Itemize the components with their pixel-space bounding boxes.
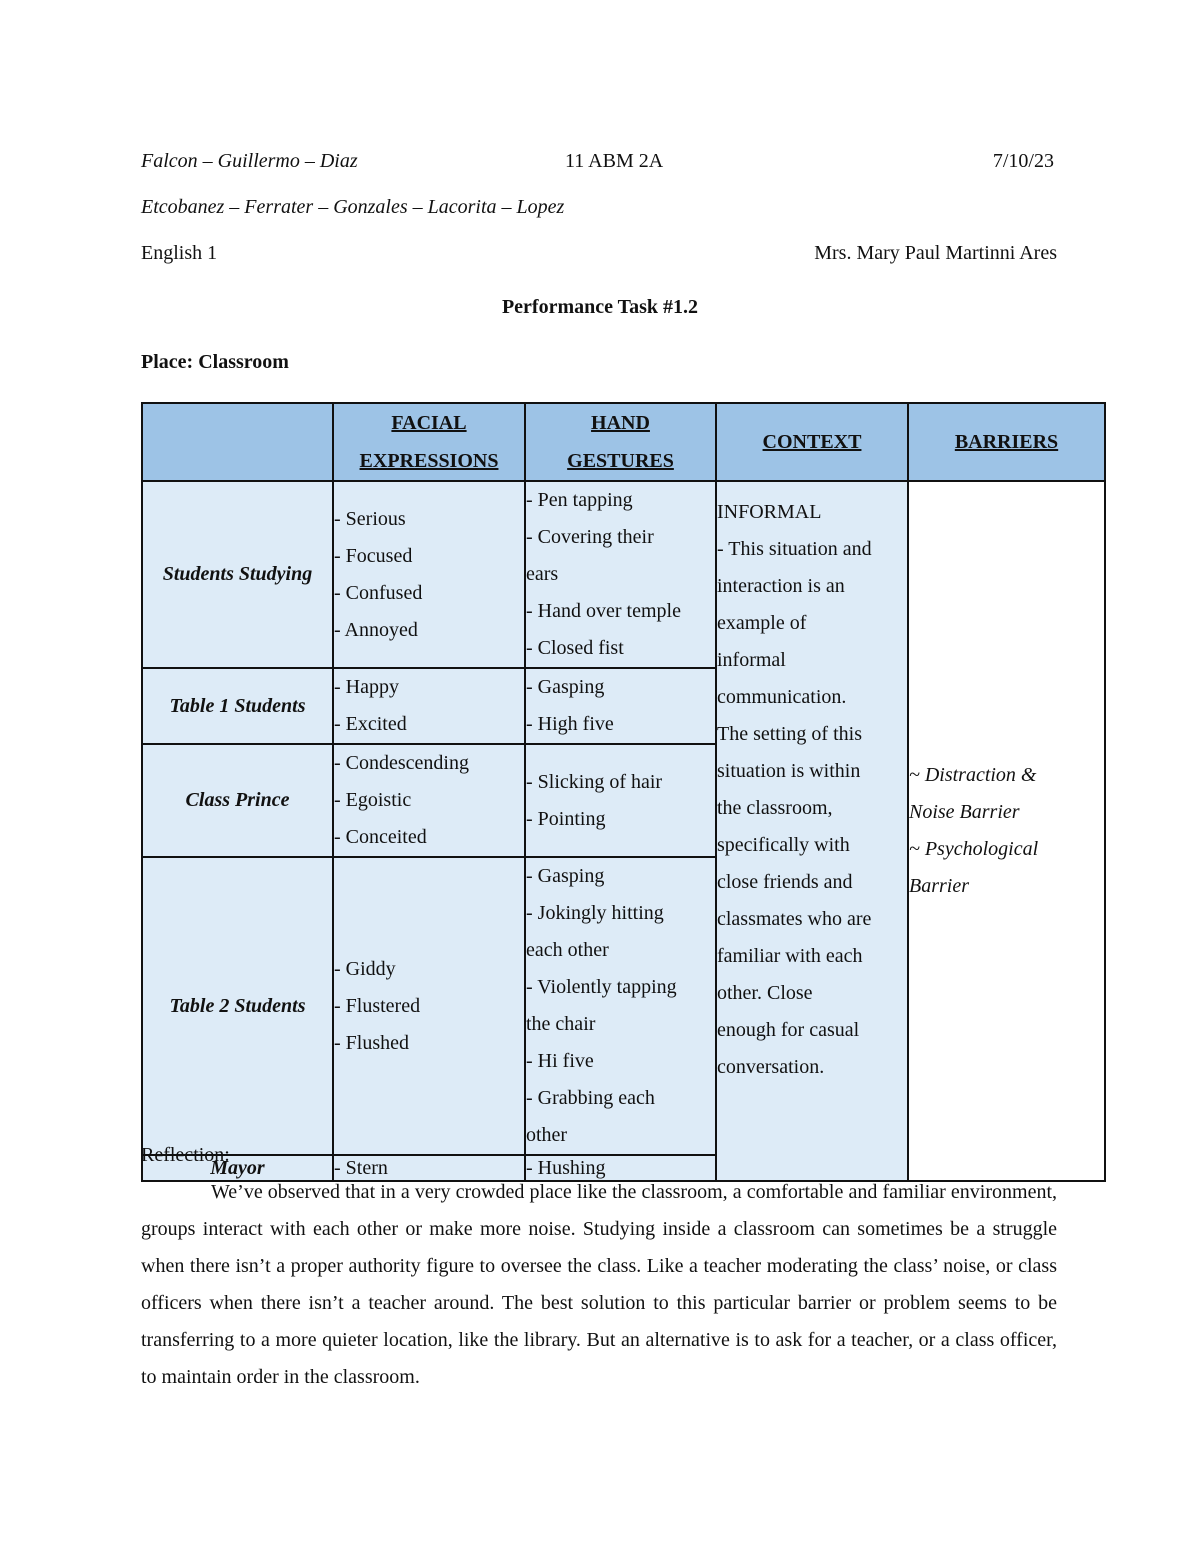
hand-gestures-cell: - Hushing [525,1155,716,1181]
row-label: Mayor [142,1155,333,1181]
class-section: 11 ABM 2A [565,150,664,172]
hand-gestures-cell: - Slicking of hair - Pointing [525,744,716,857]
reflection-body: We’ve observed that in a very crowded place like the classroom, a comfortable and familiar environment, groups interact with each other or make more noise. Studying inside a classroom can sometimes be a struggle when there isn’t a proper authority figure to oversee the class. Like a teacher moderating the class’ noise, or class officers when there isn’t a teacher around. The best solution to this particular barrier or problem seems to be transferring to a more quieter location, like the library. But an alternative is to ask for a teacher, or a class officer, to maintain order in the classroom. [141,1181,1057,1388]
row-label: Table 2 Students [142,857,333,1155]
row-label: Table 1 Students [142,668,333,744]
row-label: Students Studying [142,481,333,668]
row-label: Class Prince [142,744,333,857]
reflection-heading: Reflection: [141,1144,230,1166]
header-facial-expressions: FACIAL EXPRESSIONS [333,403,525,481]
facial-expressions-cell: - Happy - Excited [333,668,525,744]
student-names-line-2: Etcobanez – Ferrater – Gonzales – Lacorita – Lopez [141,196,565,218]
header-barriers: BARRIERS [908,403,1105,481]
header-blank [142,403,333,481]
hand-gestures-cell: - Pen tapping - Covering their ears - Hand over temple - Closed fist [525,481,716,668]
hand-gestures-cell: - Gasping - High five [525,668,716,744]
hand-gestures-cell: - Gasping - Jokingly hitting each other - Violently tapping the chair - Hi five - Grabbing each other [525,857,716,1155]
observation-table [141,402,1106,1182]
subject: English 1 [141,242,218,264]
date: 7/10/23 [992,150,1054,172]
table-header-row [142,403,1105,481]
facial-expressions-cell: - Stern [333,1155,525,1181]
place-heading: Place: Classroom [141,351,289,373]
facial-expressions-cell: - Serious - Focused - Confused - Annoyed [333,481,525,668]
student-names-line-1: Falcon – Guillermo – Diaz [141,150,358,172]
context-cell: INFORMAL - This situation and interaction is an example of informal communication. The setting of this situation is within the classroom, specifically with close friends and classmates who are familiar with each other. Close enough for casual conversation. [716,481,908,1181]
table-row [142,481,1105,668]
barriers-cell: ~ Distraction & Noise Barrier ~ Psychological Barrier [908,481,1105,1181]
header-context: CONTEXT [716,403,908,481]
facial-expressions-cell: - Giddy - Flustered - Flushed [333,857,525,1155]
teacher-name: Mrs. Mary Paul Martinni Ares [814,242,1057,264]
header-hand-gestures: HAND GESTURES [525,403,716,481]
facial-expressions-cell: - Condescending - Egoistic - Conceited [333,744,525,857]
page-title: Performance Task #1.2 [501,296,699,318]
reflection-section [141,1137,1057,1396]
